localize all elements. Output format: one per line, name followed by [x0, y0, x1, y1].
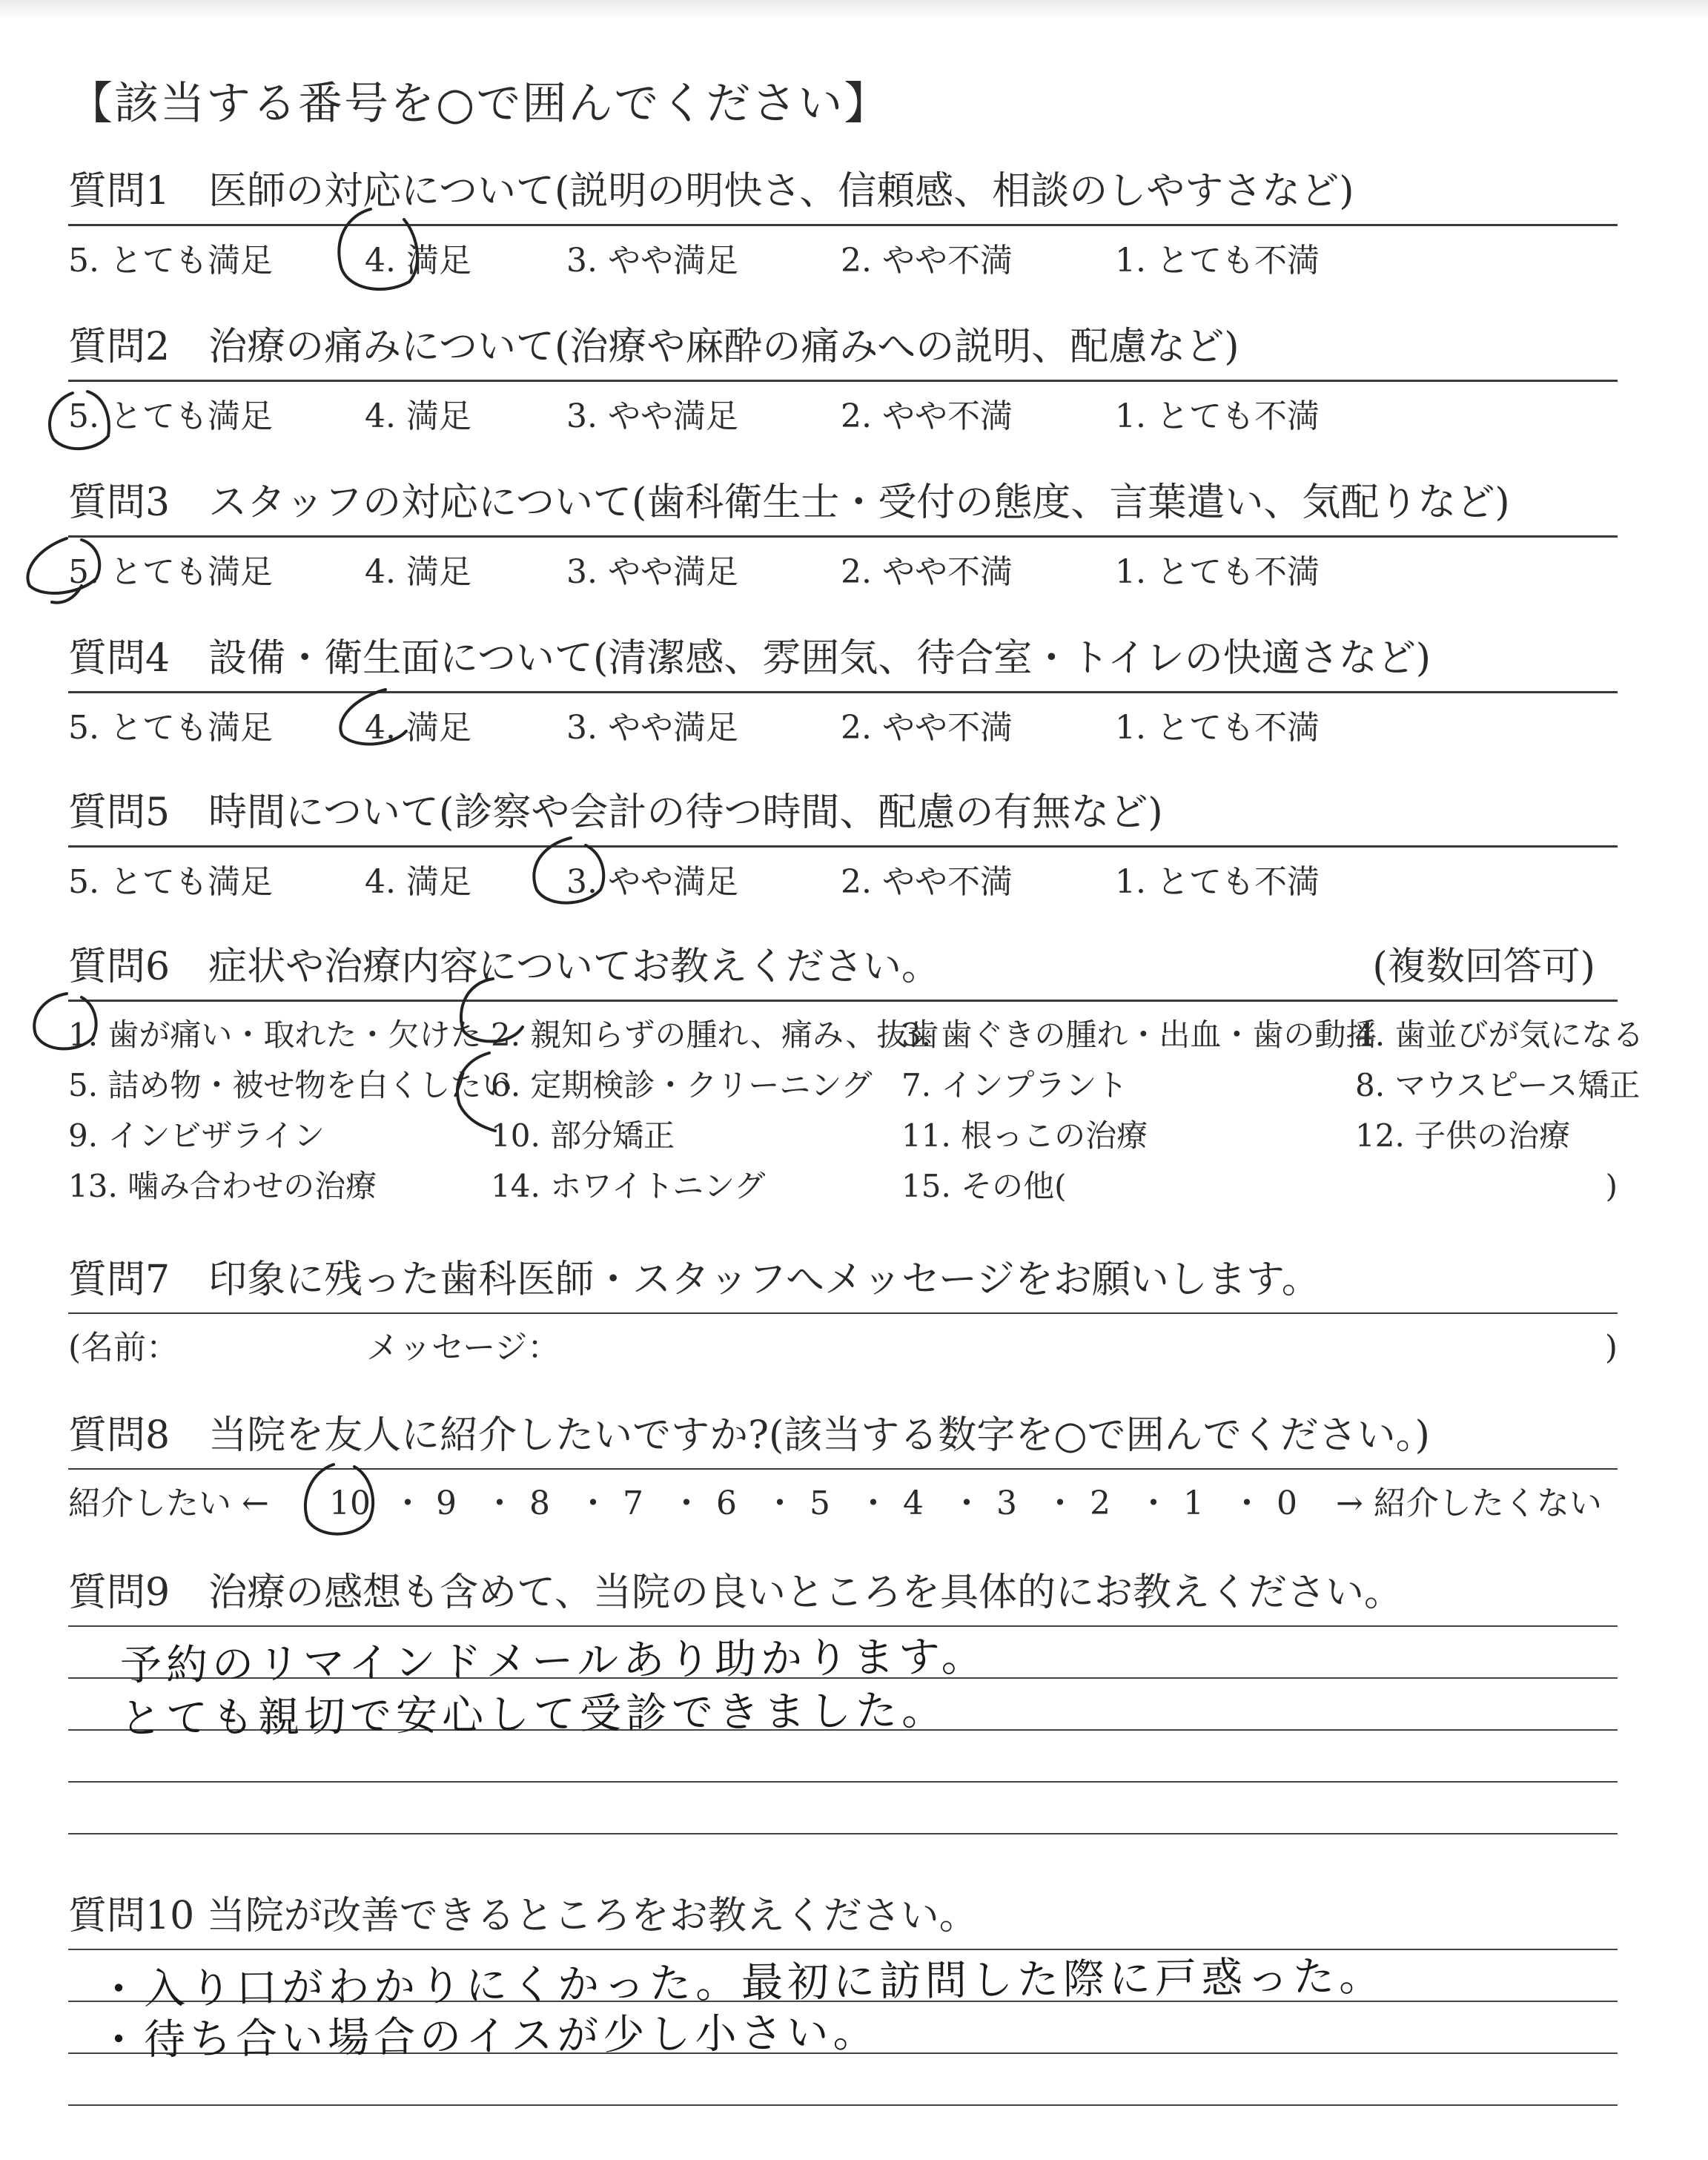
question-1-rule	[68, 224, 1618, 226]
q4-option-1[interactable]: 1. とても不満	[1115, 709, 1320, 747]
question-10-title: 質問10 当院が改善できるところをお教えください。	[68, 1894, 978, 1938]
scale-dot: ・	[1231, 1484, 1263, 1522]
symptom-option-14[interactable]: 14. ホワイトニング	[491, 1168, 766, 1204]
scale-dot: ・	[483, 1484, 516, 1522]
answer-line	[68, 2104, 1618, 2106]
symptom-option-11[interactable]: 11. 根っこの治療	[901, 1117, 1148, 1154]
q3-option-1[interactable]: 1. とても不満	[1115, 553, 1320, 591]
scale-9[interactable]: 9	[436, 1484, 457, 1522]
q1-option-1[interactable]: 1. とても不満	[1115, 242, 1320, 280]
symptom-option-12[interactable]: 12. 子供の治療	[1355, 1117, 1571, 1154]
scale-dot: ・	[1137, 1484, 1170, 1522]
q3-option-3[interactable]: 3. やや満足	[566, 553, 738, 591]
symptom-option-2[interactable]: 2. 親知らずの腫れ、痛み、抜歯	[491, 1017, 939, 1053]
scale-1[interactable]: 1	[1183, 1484, 1204, 1522]
q3-option-5[interactable]: 5. とても満足	[68, 553, 273, 591]
question-5-title: 質問5 時間について(診察や会計の待つ時間、配慮の有無など)	[68, 790, 1163, 835]
q5-option-1[interactable]: 1. とても不満	[1115, 863, 1320, 901]
page-title: 【該当する番号を○で囲んでください】	[68, 78, 890, 130]
symptom-option-8[interactable]: 8. マウスピース矯正	[1355, 1067, 1641, 1103]
q4-option-2[interactable]: 2. やや不満	[841, 709, 1013, 747]
message-close-paren: )	[1604, 1329, 1618, 1367]
scale-dot: ・	[391, 1484, 424, 1522]
q2-option-1[interactable]: 1. とても不満	[1115, 397, 1320, 435]
q1-option-4[interactable]: 4. 満足	[365, 242, 471, 280]
q2-option-5[interactable]: 5. とても満足	[68, 397, 273, 435]
scale-dot: ・	[577, 1484, 609, 1522]
question-9-title: 質問9 治療の感想も含めて、当院の良いところを具体的にお教えください。	[68, 1571, 1403, 1615]
other-close-paren: )	[1605, 1168, 1618, 1204]
symptom-option-10[interactable]: 10. 部分矯正	[491, 1117, 675, 1154]
scale-7[interactable]: 7	[623, 1484, 643, 1522]
scale-8[interactable]: 8	[529, 1484, 550, 1522]
q3-option-4[interactable]: 4. 満足	[365, 553, 471, 591]
answer-line	[68, 1781, 1618, 1783]
question-6-rule	[68, 1000, 1618, 1002]
symptom-option-5[interactable]: 5. 詰め物・被せ物を白くしたい	[68, 1067, 513, 1103]
scale-right-label: → 紹介したくない	[1336, 1484, 1602, 1522]
scale-left-label: 紹介したい ←	[68, 1484, 269, 1522]
question-2-rule	[68, 380, 1618, 382]
q5-option-4[interactable]: 4. 満足	[365, 863, 471, 901]
q2-option-3[interactable]: 3. やや満足	[566, 397, 738, 435]
q10-answer-line-2: ・待ち合い場合のイスが少し小さい。	[97, 2008, 879, 2065]
message-label: メッセージ：	[366, 1329, 560, 1367]
question-3-rule	[68, 535, 1618, 538]
question-8-title: 質問8 当院を友人に紹介したいですか?(該当する数字を○で囲んでください。)	[68, 1413, 1430, 1458]
scale-3[interactable]: 3	[996, 1484, 1017, 1522]
q4-option-3[interactable]: 3. やや満足	[566, 709, 738, 747]
question-8-rule	[68, 1468, 1618, 1470]
scale-dot: ・	[950, 1484, 983, 1522]
scale-5[interactable]: 5	[810, 1484, 830, 1522]
symptom-option-7[interactable]: 7. インプラント	[901, 1067, 1128, 1103]
question-1-title: 質問1 医師の対応について(説明の明快さ、信頼感、相談のしやすさなど)	[68, 169, 1354, 214]
scale-6[interactable]: 6	[716, 1484, 737, 1522]
question-3-title: 質問3 スタッフの対応について(歯科衛生士・受付の態度、言葉遣い、気配りなど)	[68, 480, 1510, 525]
symptom-option-13[interactable]: 13. 噛み合わせの治療	[68, 1168, 377, 1204]
q9-answer-line-2: とても親切で安心して受診できました。	[119, 1686, 948, 1743]
scale-dot: ・	[857, 1484, 890, 1522]
scale-10[interactable]: 10	[329, 1484, 371, 1522]
answer-line	[68, 1833, 1618, 1834]
q9-answer-line-1: 予約のリマインドメールあり助かります。	[119, 1632, 987, 1691]
q4-option-5[interactable]: 5. とても満足	[68, 709, 273, 747]
symptom-option-9[interactable]: 9. インビザライン	[68, 1117, 325, 1154]
symptom-option-3[interactable]: 3. 歯ぐきの腫れ・出血・歯の動揺	[901, 1017, 1377, 1053]
scale-4[interactable]: 4	[903, 1484, 924, 1522]
question-6-title: 質問6 症状や治療内容についてお教えください。	[68, 945, 941, 989]
q10-answer-line-1: ・入り口がわかりにくかった。最初に訪問した際に戸惑った。	[97, 1952, 1386, 2015]
scale-0[interactable]: 0	[1277, 1484, 1297, 1522]
symptom-option-15[interactable]: 15. その他(	[901, 1168, 1067, 1204]
question-5-rule	[68, 845, 1618, 848]
scale-dot: ・	[1044, 1484, 1076, 1522]
q2-option-4[interactable]: 4. 満足	[365, 397, 471, 435]
symptom-option-1[interactable]: 1. 歯が痛い・取れた・欠けた	[68, 1017, 482, 1053]
symptom-option-6[interactable]: 6. 定期検診・クリーニング	[491, 1067, 873, 1103]
q2-option-2[interactable]: 2. やや不満	[841, 397, 1013, 435]
q1-option-3[interactable]: 3. やや満足	[566, 242, 738, 280]
question-4-rule	[68, 691, 1618, 693]
question-2-title: 質問2 治療の痛みについて(治療や麻酔の痛みへの説明、配慮など)	[68, 325, 1239, 369]
name-label: (名前：	[68, 1329, 179, 1367]
scale-dot: ・	[670, 1484, 703, 1522]
question-7-rule	[68, 1312, 1618, 1314]
scale-dot: ・	[764, 1484, 796, 1522]
q5-option-5[interactable]: 5. とても満足	[68, 863, 273, 901]
q5-option-2[interactable]: 2. やや不満	[841, 863, 1013, 901]
question-4-title: 質問4 設備・衛生面について(清潔感、雰囲気、待合室・トイレの快適さなど)	[68, 636, 1431, 681]
symptom-option-4[interactable]: 4. 歯並びが気になる	[1355, 1017, 1644, 1053]
scale-2[interactable]: 2	[1090, 1484, 1110, 1522]
q1-option-5[interactable]: 5. とても満足	[68, 242, 273, 280]
scan-edge	[0, 0, 1708, 19]
multi-answer-note: (複数回答可)	[1372, 945, 1595, 989]
question-7-title: 質問7 印象に残った歯科医師・スタッフへメッセージをお願いします。	[68, 1258, 1320, 1302]
q1-option-2[interactable]: 2. やや不満	[841, 242, 1013, 280]
q5-option-3[interactable]: 3. やや満足	[566, 863, 738, 901]
q4-option-4[interactable]: 4. 満足	[365, 709, 471, 747]
q3-option-2[interactable]: 2. やや不満	[841, 553, 1013, 591]
